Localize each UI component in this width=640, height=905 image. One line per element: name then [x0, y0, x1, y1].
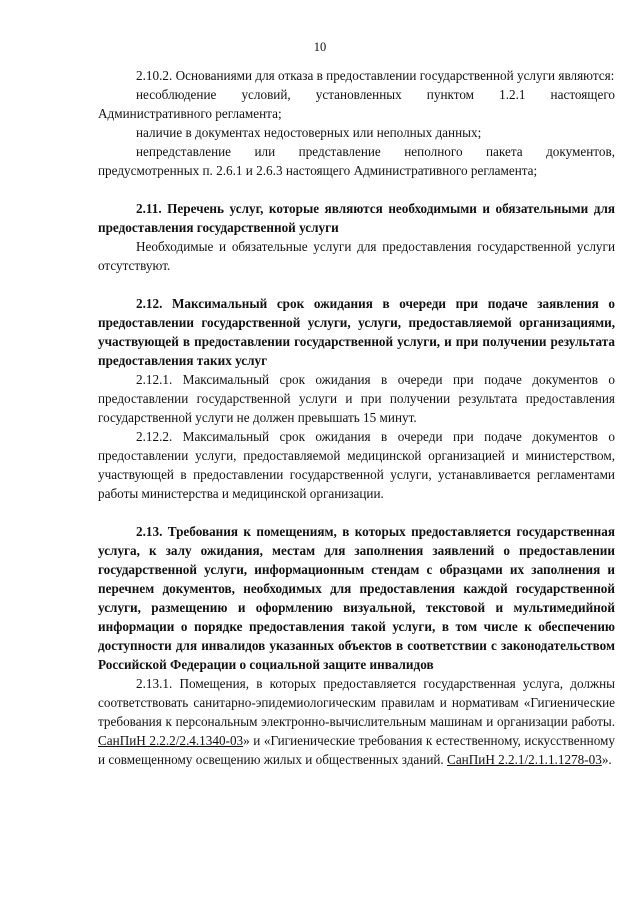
clause-2-12-1: 2.12.1. Максимальный срок ожидания в очереди при подаче документов о предоставлении государственной услуги и при получении результата предоставления государственной услуги не должен превышать 15 минут.: [98, 372, 615, 425]
document-body: [98, 66, 615, 769]
section-2-13-heading: 2.13. Требования к помещениям, в которых предоставляется государственная услуга, к залу ожидания, местам для заполнения заявлений о предоставлении государственной услуги, информационным стендам с образцами их заполнения и перечнем документов, необходимых для предоставления каждой государственной услуги, размещению и оформлению визуальной, текстовой и мультимедийной информации о порядке предоставления такой услуги, в том числе к обеспечению доступности для инвалидов указанных объектов в соответствии с законодательством Российской Федерации о социальной защите инвалидов: [98, 524, 615, 672]
clause-2-12-2: 2.12.2. Максимальный срок ожидания в очереди при подаче документов о предоставлении услуги, предоставляемой медицинской организацией и министерством, участвующей в предоставлении государственной услуги, устанавливается регламентами работы министерства и медицинской организации.: [98, 429, 615, 501]
clause-2-10-2-item: несоблюдение условий, установленных пунктом 1.2.1 настоящего Административного регламента;: [98, 87, 615, 121]
clause-2-13-1-text-b: » и «Гигиенические требования к естественному, искусственному и совмещенному освещению жилых и общественных зданий.: [98, 733, 615, 767]
sanpin-1278-link[interactable]: СанПиН 2.2.1/2.1.1.1278-03: [447, 752, 602, 767]
page-number: 10: [313, 40, 327, 54]
clause-2-10-2-intro: 2.10.2. Основаниями для отказа в предоставлении государственной услуги являются:: [136, 68, 615, 83]
sanpin-1340-link[interactable]: СанПиН 2.2.2/2.4.1340-03: [98, 733, 244, 748]
clause-2-13-1-text-a: 2.13.1. Помещения, в которых предоставляется государственная услуга, должны соответствовать санитарно-эпидемиологическим правилам и нормативам «Гигиенические требования к персональным электронно-вычислительным машинам и организации работы.: [98, 676, 615, 729]
clause-2-10-2-item: наличие в документах недостоверных или неполных данных;: [136, 125, 482, 140]
clause-2-10-2-item: непредставление или представление неполного пакета документов, предусмотренных п. 2.6.1 и 2.6.3 настоящего Административного регламента;: [98, 144, 615, 178]
clause-2-13-1-text-c: ».: [601, 752, 612, 767]
clause-2-13-1: [98, 674, 615, 769]
section-2-12-heading: 2.12. Максимальный срок ожидания в очереди при подаче заявления о предоставлении государственной услуги, услуги, предоставляемой организациями, участвующей в предоставлении государственной услуги, и при получении результата предоставления таких услуг: [98, 296, 615, 368]
section-2-11-heading: 2.11. Перечень услуг, которые являются необходимыми и обязательными для предоставления государственной услуги: [98, 201, 615, 235]
section-2-11-text: Необходимые и обязательные услуги для предоставления государственной услуги отсутствуют.: [98, 239, 615, 273]
